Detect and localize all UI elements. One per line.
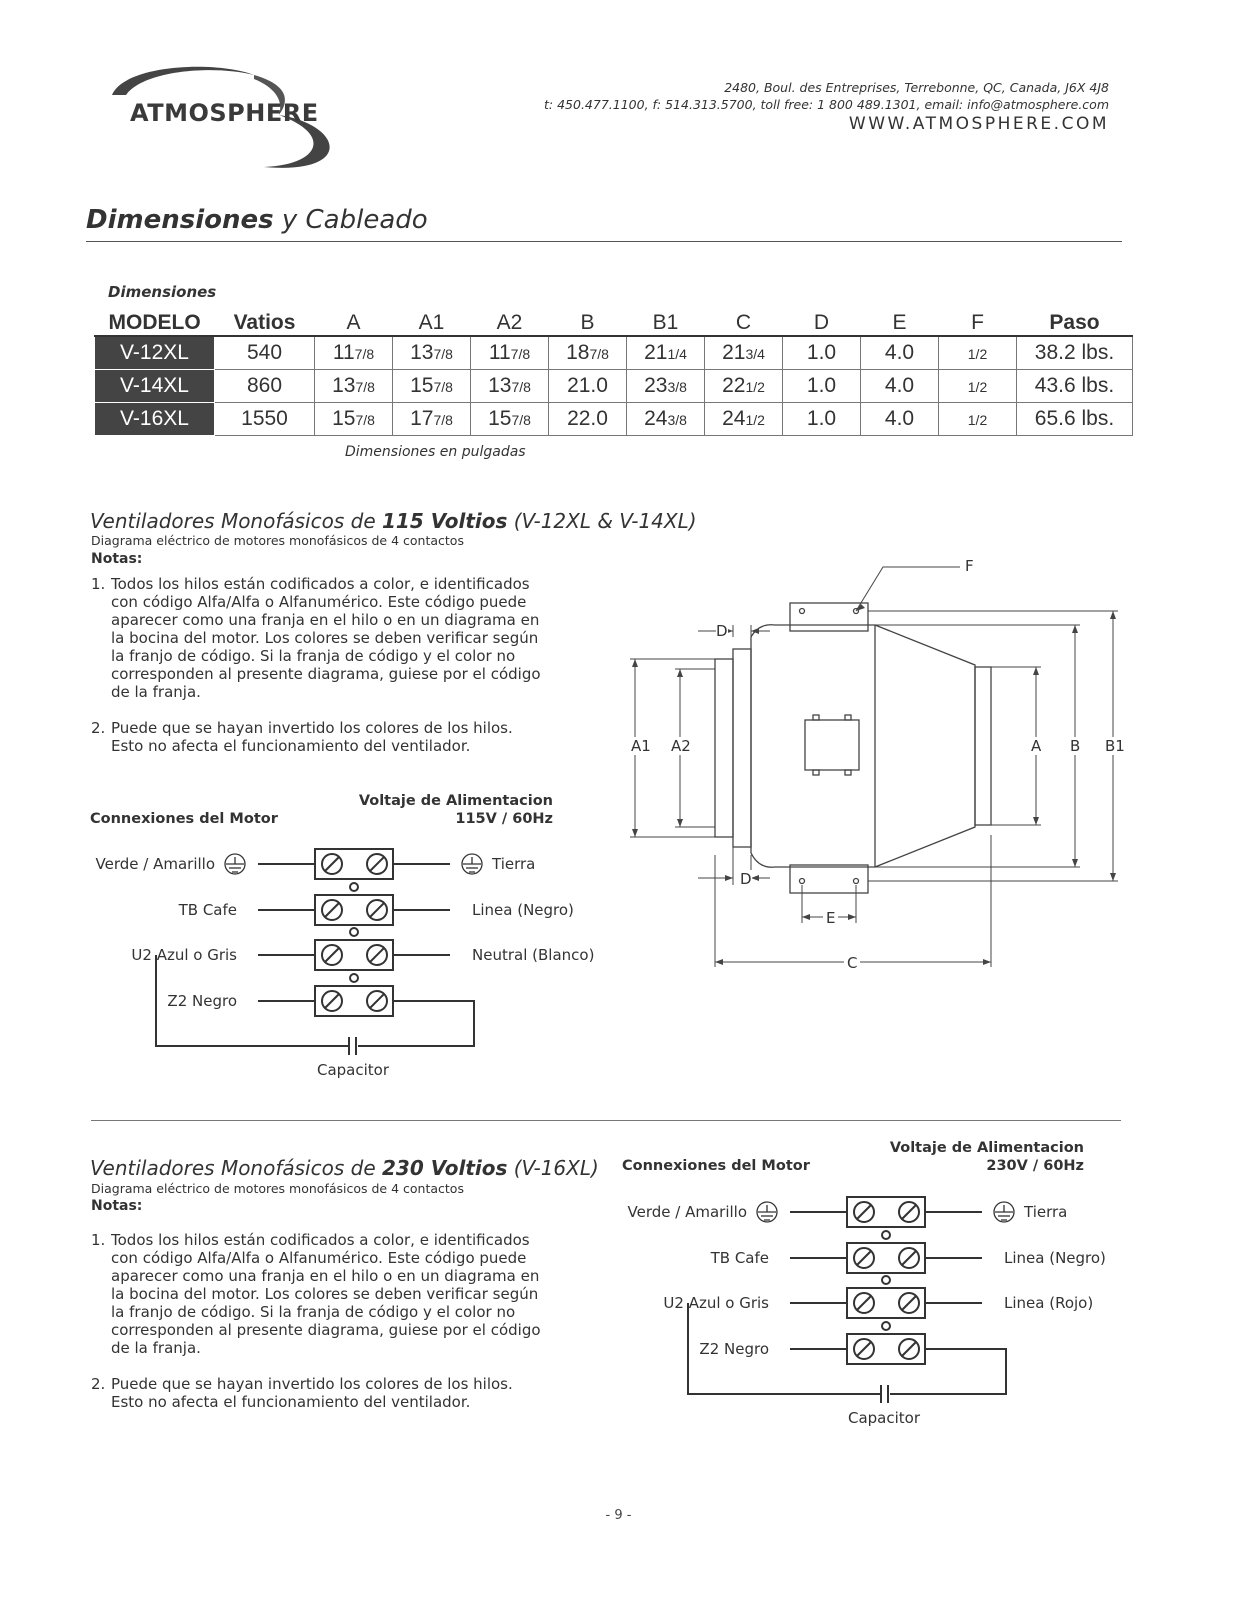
wire-label-right: Tierra	[492, 855, 536, 873]
dimension-cell	[315, 403, 393, 436]
wire-label-right: Tierra	[1024, 1203, 1068, 1221]
note-item	[91, 1231, 591, 1357]
ground-icon	[994, 1202, 1014, 1222]
col-header: A	[315, 311, 393, 336]
section1-title-pre: Ventiladores Monofásicos de	[90, 509, 382, 533]
section-divider	[91, 1120, 1121, 1121]
dimension-fraction: 7/8	[510, 346, 531, 362]
wire-label-right: Neutral (Blanco)	[472, 946, 595, 964]
note-line: la franjo de código. Si la franja de código y el color no	[111, 1303, 516, 1321]
dimension-whole: 22.0	[567, 407, 608, 430]
dimension-cell	[939, 336, 1017, 370]
col-header: MODELO	[95, 311, 215, 336]
dim-label-B1: B1	[1105, 737, 1125, 755]
dimension-cell	[627, 336, 705, 370]
dimension-whole: 1.0	[806, 341, 837, 364]
dimension-cell	[705, 403, 783, 436]
model-cell: V-14XL	[95, 370, 215, 403]
note-item	[91, 575, 591, 701]
dimension-whole: 18	[566, 341, 590, 364]
dimension-cell	[393, 403, 471, 436]
dimension-whole: 21.0	[567, 374, 608, 397]
terminal-block-schematic	[80, 785, 610, 1095]
dimension-whole: 22	[722, 374, 746, 397]
page-title	[86, 205, 428, 235]
dimension-whole: 21	[722, 341, 746, 364]
col-header: B	[549, 311, 627, 336]
note-line: corresponden al presente diagrama, guiese por el código	[111, 1321, 541, 1339]
col-header: E	[861, 311, 939, 336]
section1-title-post: (V-12XL & V-14XL)	[507, 509, 697, 533]
dimension-cell	[705, 370, 783, 403]
dim-label-D-bottom: D	[740, 870, 752, 888]
contact-website[interactable]: WWW.ATMOSPHERE.COM	[848, 114, 1109, 134]
dimension-cell	[783, 336, 861, 370]
dimension-fraction: 7/8	[433, 379, 453, 395]
dimension-cell	[549, 370, 627, 403]
note-line: Esto no afecta el funcionamiento del ventilador.	[111, 737, 471, 755]
dimension-fraction: 7/8	[433, 412, 453, 428]
wire-label-left: U2 Azul o Gris	[131, 946, 237, 964]
dimension-arrows	[632, 604, 1116, 965]
col-header: Vatios	[215, 311, 315, 336]
dimensions-table	[94, 311, 1133, 436]
dimension-cell	[315, 370, 393, 403]
note-line: de la franja.	[111, 683, 201, 701]
brand-name: ATMOSPHERE	[130, 99, 319, 127]
dimension-whole: 11	[488, 341, 511, 364]
dimension-fraction: 7/8	[354, 346, 375, 362]
table-row	[95, 403, 1133, 436]
section2-title-post: (V-16XL)	[507, 1156, 599, 1180]
note-line: Todos los hilos están codificados a color, e identificados	[111, 1231, 530, 1249]
paso-cell: 38.2 lbs.	[1017, 336, 1133, 370]
dimension-fraction: 3/8	[667, 412, 687, 428]
dim-label-C: C	[844, 954, 860, 972]
note-number: 2.	[91, 719, 106, 737]
wire-label-left: TB Cafe	[710, 1249, 769, 1267]
watts-cell: 1550	[215, 403, 315, 436]
dimension-whole: 21	[644, 341, 668, 364]
dimension-cell	[705, 336, 783, 370]
dim-label-A: A	[1031, 737, 1042, 755]
dimension-fraction: 1/2	[745, 379, 765, 395]
page-number: - 9 -	[605, 1508, 632, 1523]
paso-cell: 43.6 lbs.	[1017, 370, 1133, 403]
dimension-fraction: 1/4	[667, 346, 687, 362]
fan-dimension-drawing	[625, 555, 1135, 975]
note-line: Esto no afecta el funcionamiento del ventilador.	[111, 1393, 471, 1411]
wire-label-left: U2 Azul o Gris	[663, 1294, 769, 1312]
dim-label-E: E	[823, 909, 838, 927]
dimension-cell	[471, 336, 549, 370]
section2-notas-label: Notas:	[91, 1198, 143, 1214]
section2-title	[90, 1156, 599, 1180]
section1-notes	[91, 575, 591, 773]
dimension-fraction: 7/8	[511, 412, 531, 428]
col-header: A2	[471, 311, 549, 336]
capacitor-label: Capacitor	[848, 1409, 921, 1427]
note-number: 1.	[91, 575, 106, 593]
dimension-cell	[393, 370, 471, 403]
dimension-cell	[627, 370, 705, 403]
dimension-whole: 15	[488, 407, 512, 430]
section2-notes	[91, 1231, 591, 1429]
note-line: con código Alfa/Alfa o Alfanumérico. Este código puede	[111, 1249, 527, 1267]
brand-logo	[104, 55, 344, 173]
dimension-whole: 1.0	[806, 407, 837, 430]
wire-label-left: Z2 Negro	[699, 1340, 769, 1358]
dimension-cell	[783, 370, 861, 403]
wiring-left-header: Connexiones del Motor	[622, 1158, 810, 1174]
note-number: 2.	[91, 1375, 106, 1393]
dimension-fraction: 7/8	[589, 346, 609, 362]
wiring-right-header-1: Voltaje de Alimentacion	[358, 793, 553, 809]
terminal-block-schematic	[612, 1133, 1142, 1443]
wire-label-right: Linea (Negro)	[1004, 1249, 1106, 1267]
table-row	[95, 336, 1133, 370]
section2-title-pre: Ventiladores Monofásicos de	[90, 1156, 382, 1180]
col-header: C	[705, 311, 783, 336]
model-cell: V-16XL	[95, 403, 215, 436]
contact-phones: t: 450.477.1100, f: 514.313.5700, toll free: 1 800 489.1301, email: info@atmosphere.com	[544, 97, 1109, 112]
wiring-right-header-1: Voltaje de Alimentacion	[889, 1140, 1084, 1156]
dim-label-B: B	[1070, 737, 1081, 755]
dimension-cell	[783, 403, 861, 436]
section1-title-bold: 115 Voltios	[381, 509, 508, 533]
dimension-whole: 4.0	[884, 341, 915, 364]
wiring-right-header-2: 230V / 60Hz	[986, 1158, 1084, 1174]
fan-outline-svg	[625, 555, 1135, 975]
dimension-cell	[549, 403, 627, 436]
dimensions-caption: Dimensiones en pulgadas	[345, 444, 526, 460]
dimension-fraction: 1/2	[967, 346, 988, 362]
title-divider	[86, 241, 1122, 242]
dimension-cell	[939, 370, 1017, 403]
dimension-cell	[549, 336, 627, 370]
col-header: D	[783, 311, 861, 336]
dimension-whole: 13	[410, 341, 434, 364]
col-header: F	[939, 311, 1017, 336]
dimension-whole: 4.0	[884, 374, 915, 397]
dimension-fraction: 1/2	[967, 379, 988, 395]
dimension-whole: 4.0	[884, 407, 915, 430]
contact-address: 2480, Boul. des Entreprises, Terrebonne, QC, Canada, J6X 4J8	[724, 80, 1109, 95]
ground-icon	[225, 854, 245, 874]
dimensions-label: Dimensiones	[108, 283, 217, 301]
dimension-cell	[627, 403, 705, 436]
dimension-cell	[861, 336, 939, 370]
dimension-fraction: 1/2	[745, 412, 765, 428]
dimension-whole: 11	[332, 341, 355, 364]
wire-label-left: Verde / Amarillo	[95, 855, 215, 873]
note-line: aparecer como una franja en el hilo o en un diagrama en	[111, 611, 540, 629]
note-item	[91, 1375, 591, 1411]
dimension-whole: 15	[410, 374, 434, 397]
note-line: de la franja.	[111, 1339, 201, 1357]
note-line: la franjo de código. Si la franja de código y el color no	[111, 647, 516, 665]
dim-label-D-top: D	[716, 622, 728, 640]
model-cell: V-12XL	[95, 336, 215, 370]
table-header-row	[95, 311, 1133, 336]
dimension-fraction: 3/4	[745, 346, 765, 362]
col-header: Paso	[1017, 311, 1133, 336]
note-line: aparecer como una franja en el hilo o en un diagrama en	[111, 1267, 540, 1285]
note-line: corresponden al presente diagrama, guiese por el código	[111, 665, 541, 683]
dimension-whole: 1.0	[806, 374, 837, 397]
dimension-fraction: 1/2	[967, 412, 988, 428]
note-line: con código Alfa/Alfa o Alfanumérico. Este código puede	[111, 593, 527, 611]
capacitor-label: Capacitor	[317, 1061, 390, 1079]
dim-label-A1: A1	[631, 737, 651, 755]
note-item	[91, 719, 591, 755]
dimension-whole: 15	[332, 407, 356, 430]
dimension-fraction: 7/8	[355, 379, 375, 395]
dimension-cell	[471, 403, 549, 436]
paso-cell: 65.6 lbs.	[1017, 403, 1133, 436]
col-header: A1	[393, 311, 471, 336]
page-title-bold: Dimensiones	[86, 205, 274, 235]
section1-title	[90, 509, 697, 533]
dimension-fraction: 3/8	[667, 379, 687, 395]
dimension-fraction: 7/8	[433, 346, 453, 362]
wire-label-left: TB Cafe	[178, 901, 237, 919]
dimension-whole: 23	[644, 374, 668, 397]
ground-icon	[462, 854, 482, 874]
dimension-cell	[315, 336, 393, 370]
dimension-cell	[939, 403, 1017, 436]
wire-label-right: Linea (Negro)	[472, 901, 574, 919]
note-line: la bocina del motor. Los colores se deben verificar según	[111, 629, 539, 647]
dimension-cell	[393, 336, 471, 370]
section1-notas-label: Notas:	[91, 551, 143, 567]
wire-label-right: Linea (Rojo)	[1004, 1294, 1094, 1312]
wiring-right-header-2: 115V / 60Hz	[455, 811, 553, 827]
dimension-cell	[471, 370, 549, 403]
dim-label-F: F	[965, 557, 974, 575]
section2-title-bold: 230 Voltios	[381, 1156, 508, 1180]
dimension-whole: 24	[722, 407, 746, 430]
section2-wiring-diagram	[612, 1133, 1142, 1443]
note-line: Puede que se hayan invertido los colores de los hilos.	[111, 1375, 513, 1393]
dimension-fraction: 7/8	[511, 379, 531, 395]
ground-icon	[757, 1202, 777, 1222]
wiring-left-header: Connexiones del Motor	[90, 811, 278, 827]
col-header: B1	[627, 311, 705, 336]
section1-subtitle: Diagrama eléctrico de motores monofásicos de 4 contactos	[91, 533, 464, 548]
note-line: la bocina del motor. Los colores se deben verificar según	[111, 1285, 539, 1303]
watts-cell: 540	[215, 336, 315, 370]
dimension-whole: 24	[644, 407, 668, 430]
dimension-fraction: 7/8	[355, 412, 375, 428]
dimension-whole: 13	[488, 374, 512, 397]
note-line: Todos los hilos están codificados a color, e identificados	[111, 575, 530, 593]
wire-label-left: Z2 Negro	[167, 992, 237, 1010]
wire-label-left: Verde / Amarillo	[627, 1203, 747, 1221]
dim-label-A2: A2	[671, 737, 691, 755]
dimension-cell	[861, 370, 939, 403]
section2-subtitle: Diagrama eléctrico de motores monofásicos de 4 contactos	[91, 1181, 464, 1196]
watts-cell: 860	[215, 370, 315, 403]
note-line: Puede que se hayan invertido los colores de los hilos.	[111, 719, 513, 737]
page-title-rest: y Cableado	[273, 205, 428, 235]
dimension-whole: 13	[332, 374, 356, 397]
table-row	[95, 370, 1133, 403]
dimension-cell	[861, 403, 939, 436]
section1-wiring-diagram	[80, 785, 610, 1095]
dimension-whole: 17	[410, 407, 434, 430]
note-number: 1.	[91, 1231, 106, 1249]
